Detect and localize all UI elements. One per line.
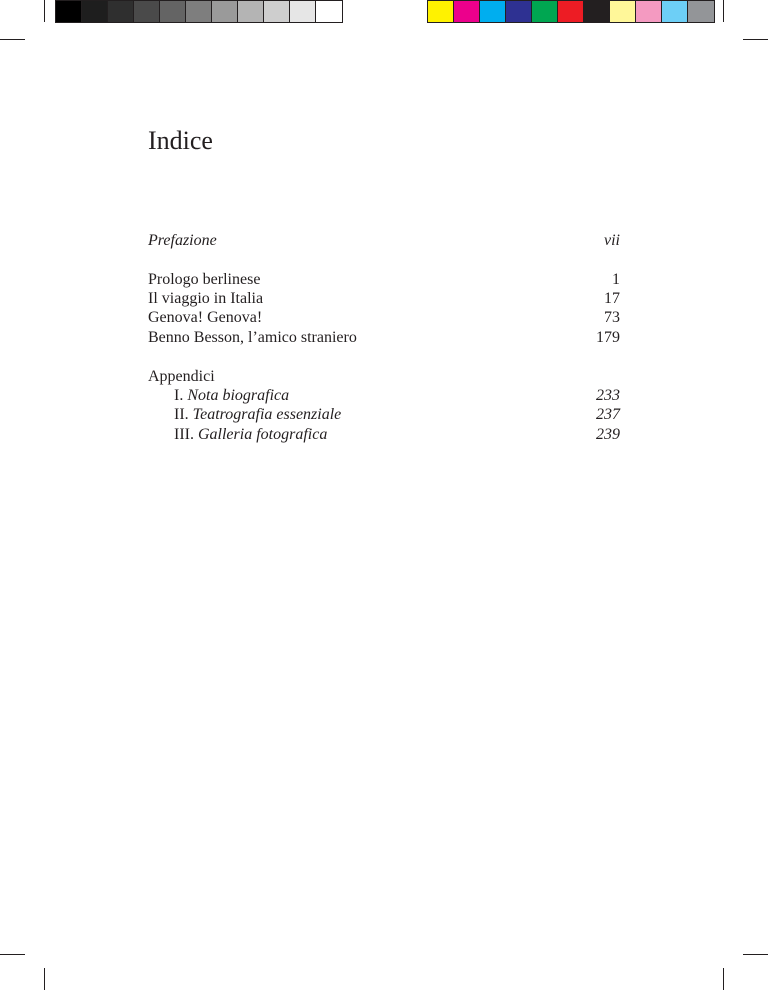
appendix-numeral: III. [174,426,194,443]
toc-entry-appendix [148,405,620,425]
color-swatch [108,1,134,22]
toc-entry-page: 17 [604,290,620,307]
toc-entry-preface [148,231,620,251]
grayscale-calibration-bar [55,0,343,23]
crop-mark [0,954,25,955]
color-swatch [264,1,290,22]
appendices-heading: Appendici [148,368,215,385]
color-swatch [56,1,82,22]
color-swatch [558,1,584,22]
appendices-heading-line [148,367,620,387]
color-swatch [212,1,238,22]
color-swatch [610,1,636,22]
crop-mark [723,968,724,990]
appendix-numeral: II. [174,406,189,423]
toc-entry-page: vii [604,232,620,249]
toc-entry-label: Prologo berlinese [148,271,261,288]
toc-entry-appendix [148,386,620,406]
color-swatch [82,1,108,22]
color-swatch [186,1,212,22]
toc-entry [148,270,620,290]
toc-entry-label [174,386,289,406]
toc-entry [148,289,620,309]
toc-entry-page: 179 [596,329,620,346]
toc-entry-label: Benno Besson, l’amico straniero [148,329,357,346]
color-swatch [506,1,532,22]
toc-entry-label: Prefazione [148,232,217,249]
crop-mark [723,0,724,22]
color-swatch [454,1,480,22]
toc-entry-label: Il viaggio in Italia [148,290,264,307]
appendix-numeral: I. [174,387,184,404]
color-swatch [238,1,264,22]
toc-entry [148,308,620,328]
color-swatch [532,1,558,22]
toc-entry-page: 237 [596,406,620,423]
toc-entry [148,328,620,348]
color-swatch [160,1,186,22]
color-calibration-bar [427,0,715,23]
toc-entry-page: 233 [596,387,620,404]
color-swatch [584,1,610,22]
crop-mark [0,39,25,40]
appendix-title: Galleria fotografica [197,426,328,443]
page-title: Indice [148,126,213,155]
color-swatch [428,1,454,22]
toc-entry-appendix [148,425,620,445]
toc-entry-label [174,405,341,425]
color-swatch [134,1,160,22]
color-swatch [662,1,688,22]
toc-entry-label: Genova! Genova! [148,309,263,326]
toc-entry-label [174,425,327,445]
color-swatch [480,1,506,22]
crop-mark [743,39,768,40]
appendix-title: Nota biografica [187,387,290,404]
toc-entry-page: 1 [612,271,620,288]
color-swatch [636,1,662,22]
color-swatch [688,1,714,22]
crop-mark [743,954,768,955]
crop-mark [44,0,45,22]
toc-entry-page: 239 [596,426,620,443]
color-swatch [316,1,342,22]
appendix-title: Teatrografia essenziale [192,406,342,423]
toc-entry-page: 73 [604,309,620,326]
crop-mark [44,968,45,990]
color-swatch [290,1,316,22]
